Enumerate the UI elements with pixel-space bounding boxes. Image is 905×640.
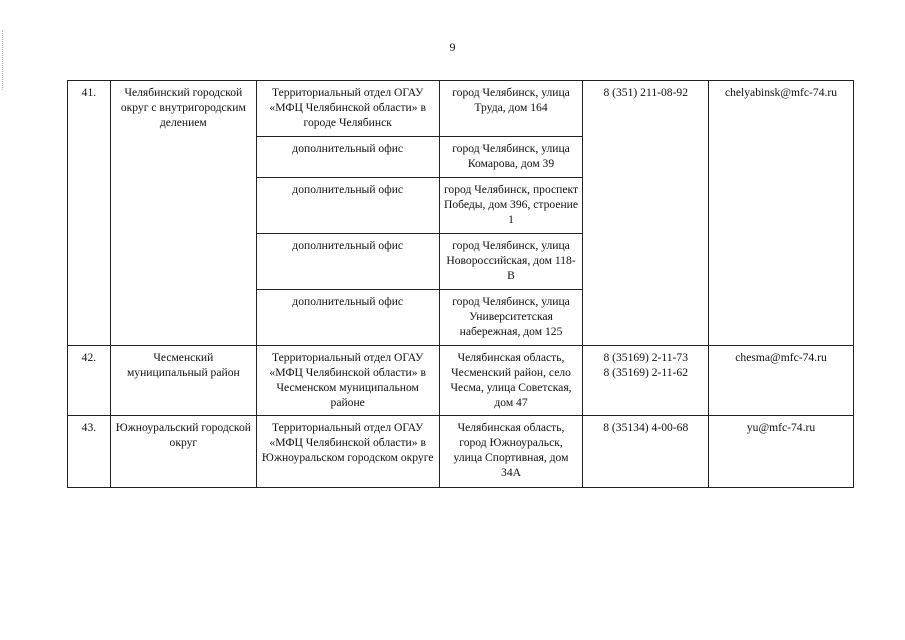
office-name: дополнительный офис — [256, 137, 439, 178]
mfc-offices-table — [67, 80, 854, 488]
office-name: дополнительный офис — [256, 178, 439, 234]
office-address: город Челябинск, улица Университетская набережная, дом 125 — [439, 290, 583, 346]
row-number: 41. — [68, 81, 111, 346]
phone-number: 8 (35169) 2-11-62 — [603, 366, 689, 379]
table-row — [68, 416, 854, 488]
office-name: Территориальный отдел ОГАУ «МФЦ Челябинской области» в городе Челябинск — [256, 81, 439, 137]
phone-number: 8 (35134) 4-00-68 — [603, 421, 689, 434]
office-name: дополнительный офис — [256, 290, 439, 346]
office-address: город Челябинск, улица Комарова, дом 39 — [439, 137, 583, 178]
email-address: yu@mfc-74.ru — [709, 416, 854, 488]
office-address: город Челябинск, улица Труда, дом 164 — [439, 81, 583, 137]
office-name: Территориальный отдел ОГАУ «МФЦ Челябинской области» в Чесменском муниципальном районе — [256, 346, 439, 416]
table-row — [68, 346, 854, 416]
office-address: город Челябинск, улица Новороссийская, дом 118-В — [439, 234, 583, 290]
district-name: Южноуральский городской округ — [110, 416, 256, 488]
office-address: Челябинская область, Чесменский район, село Чесма, улица Советская, дом 47 — [439, 346, 583, 416]
phone-number: 8 (35169) 2-11-73 — [603, 351, 689, 364]
row-number: 43. — [68, 416, 111, 488]
margin-marks — [2, 30, 6, 90]
phone-number: 8 (351) 211-08-92 — [603, 86, 689, 99]
office-address: город Челябинск, проспект Победы, дом 396, строение 1 — [439, 178, 583, 234]
office-address: Челябинская область, город Южноуральск, улица Спортивная, дом 34А — [439, 416, 583, 488]
email-address: chelyabinsk@mfc-74.ru — [709, 81, 854, 346]
email-address: chesma@mfc-74.ru — [709, 346, 854, 416]
phone-cell — [583, 416, 709, 488]
phone-cell — [583, 346, 709, 416]
table-row — [68, 81, 854, 137]
district-name: Челябинский городской округ с внутригородским делением — [110, 81, 256, 346]
office-name: Территориальный отдел ОГАУ «МФЦ Челябинской области» в Южноуральском городском округе — [256, 416, 439, 488]
page-number: 9 — [449, 40, 456, 54]
office-name: дополнительный офис — [256, 234, 439, 290]
row-number: 42. — [68, 346, 111, 416]
district-name: Чесменский муниципальный район — [110, 346, 256, 416]
phone-cell — [583, 81, 709, 346]
